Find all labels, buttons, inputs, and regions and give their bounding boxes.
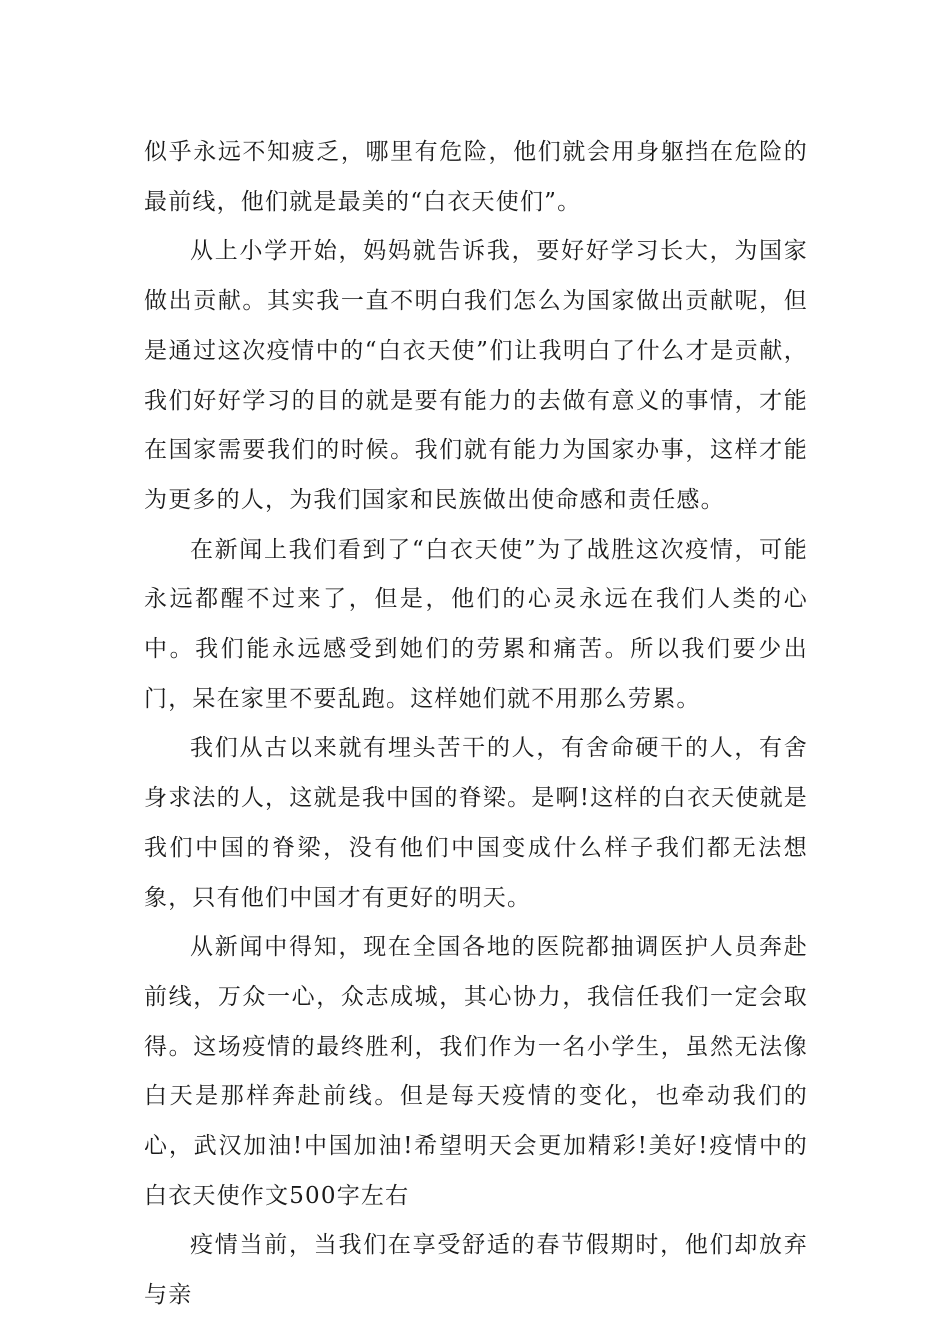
paragraph-2: 从上小学开始，妈妈就告诉我，要好好学习长大，为国家做出贡献。其实我一直不明白我们怎么为国家做出贡献呢，但是通过这次疫情中的“白衣天使”们让我明白了什么才是贡献，我们好好学习的目的就是要有能力的去做有意义的事情，才能在国家需要我们的时候。我们就有能力为国家办事，这样才能为更多的人，为我们国家和民族做出使命感和责任感。 — [144, 238, 808, 513]
paragraph-5: 从新闻中得知，现在全国各地的医院都抽调医护人员奔赴前线，万众一心，众志成城，其心协力，我信任我们一定会取得。这场疫情的最终胜利，我们作为一名小学生，虽然无法像白天是那样奔赴前线。但是每天疫情的变化，也牵动我们的心，武汉加油!中国加油!希望明天会更加精彩!美好!疫情中的白衣天使作文500字左右 — [144, 934, 808, 1209]
paragraph-6: 疫情当前，当我们在享受舒适的春节假期时，他们却放弃与亲 — [144, 1232, 808, 1309]
document-body — [144, 128, 808, 1321]
paragraph-1: 似乎永远不知疲乏，哪里有危险，他们就会用身躯挡在危险的最前线，他们就是最美的“白衣天使们”。 — [144, 139, 808, 215]
paragraph-4: 我们从古以来就有埋头苦干的人，有舍命硬干的人，有舍身求法的人，这就是我中国的脊梁。是啊!这样的白衣天使就是我们中国的脊梁，没有他们中国变成什么样子我们都无法想象，只有他们中国才有更好的明天。 — [144, 735, 808, 911]
paragraph-3: 在新闻上我们看到了“白衣天使”为了战胜这次疫情，可能永远都醒不过来了，但是，他们的心灵永远在我们人类的心中。我们能永远感受到她们的劳累和痛苦。所以我们要少出门，呆在家里不要乱跑。这样她们就不用那么劳累。 — [144, 536, 808, 712]
